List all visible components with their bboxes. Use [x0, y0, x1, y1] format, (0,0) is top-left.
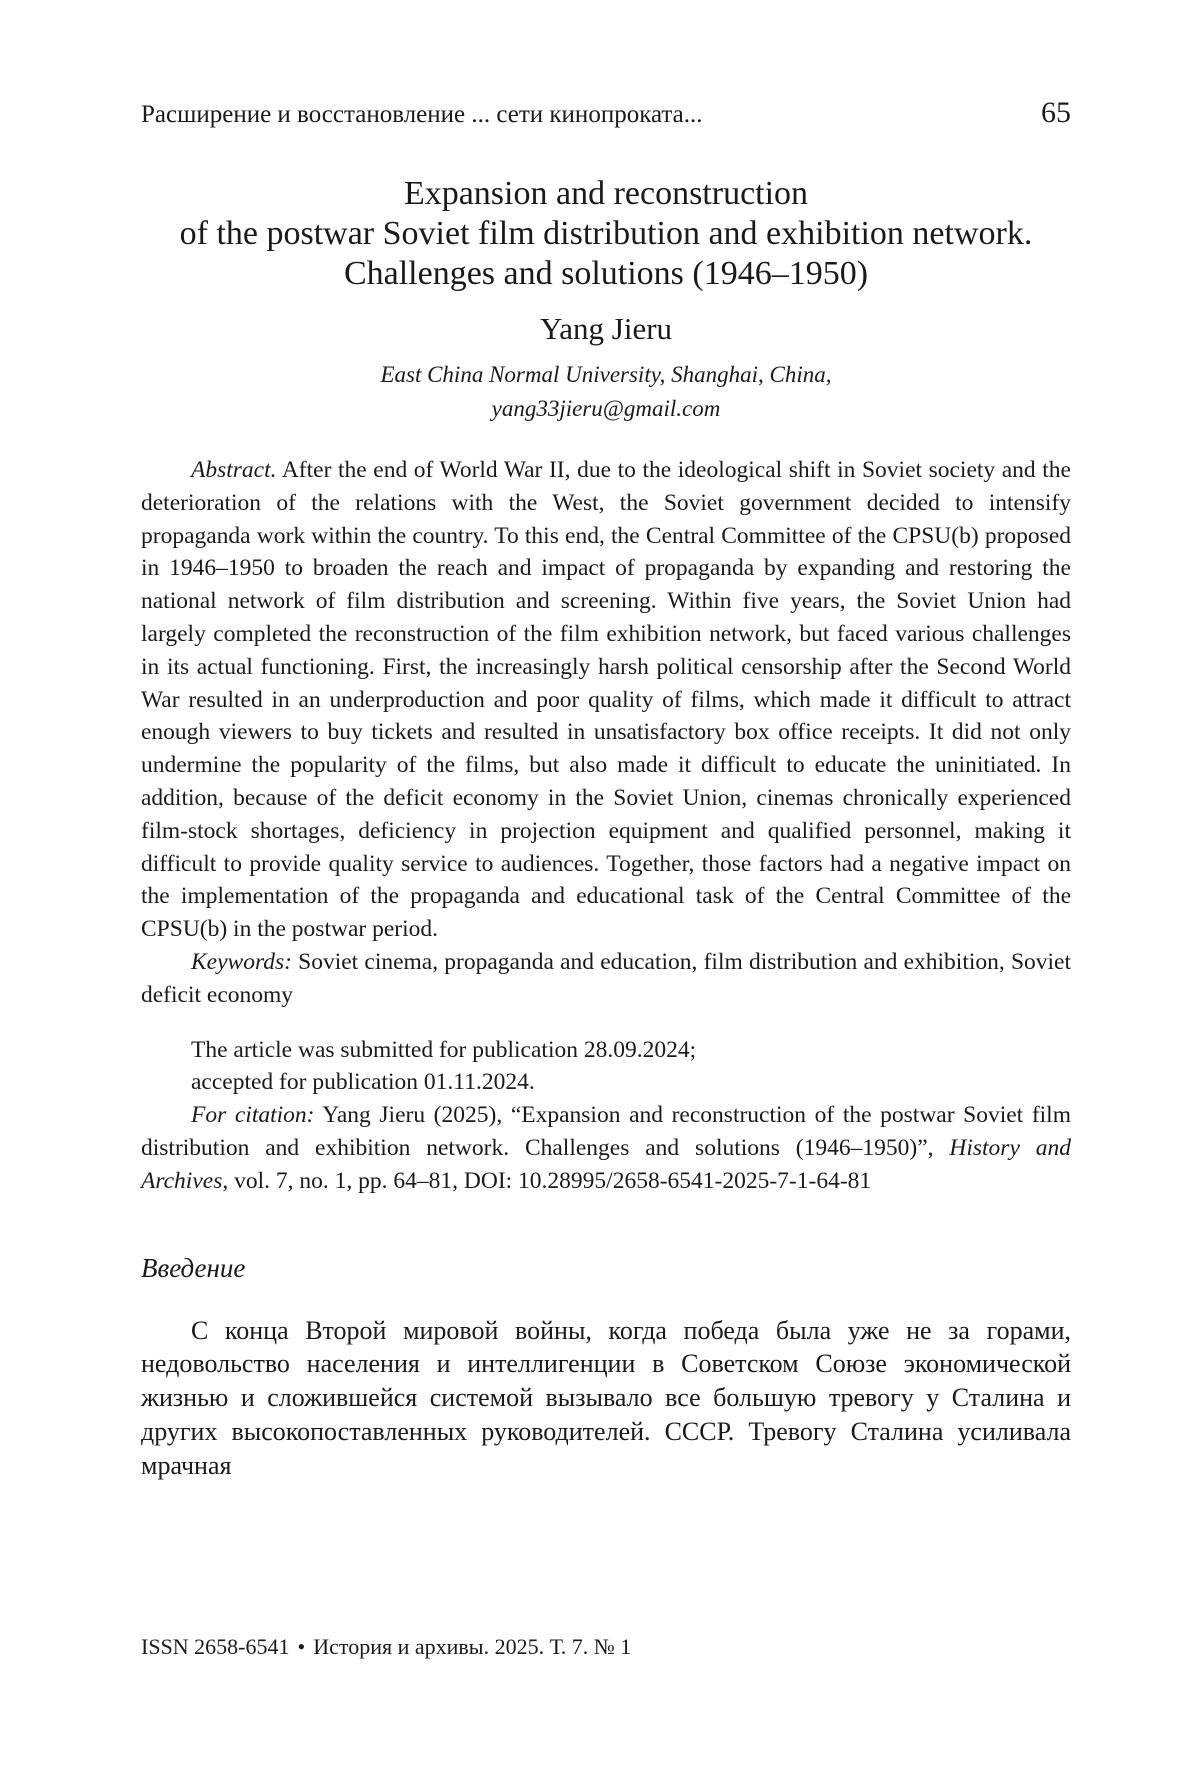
affiliation-institution: East China Normal University, Shanghai, China,	[380, 362, 832, 387]
body-paragraph: С конца Второй мировой войны, когда победа была уже не за горами, недовольство населения и интеллигенции в Советском Союзе экономической жизнью и сложившейся системой вызывало все большую тревогу у Сталина и других высокопоставленных руководителей. СССР. Тревогу Сталина усиливала мрачная	[141, 1315, 1071, 1480]
abstract-text: After the end of World War II, due to the ideological shift in Soviet society and the deterioration of the relations with the West, the Soviet government decided to intensify propaganda work within the country. To this end, the Central Committee of the CPSU(b) proposed in 1946–1950 to broaden the reach and impact of propaganda by expanding and restoring the national network of film distribution and screening. Within five years, the Soviet Union had largely completed the reconstruction of the film exhibition network, but faced various challenges in its actual functioning. First, the increasingly harsh political censorship after the Second World War resulted in an underproduction and poor quality of films, which made it difficult to attract enough viewers to buy tickets and resulted in unsatisfactory box office receipts. It did not only undermine the popularity of the films, but also made it difficult to educate the uninitiated. In addition, because of the deficit economy in the Soviet Union, cinemas chronically experienced film-stock shortages, deficiency in projection equipment and qualified personnel, making it difficult to provide quality service to audiences. Together, those factors had a negative impact on the implementation of the propaganda and educational task of the Central Committee of the CPSU(b) in the postwar period.	[141, 457, 1071, 943]
author-name: Yang Jieru	[539, 311, 673, 346]
publication-dates	[141, 1034, 1071, 1100]
author-email: yang33jieru@gmail.com	[491, 396, 721, 421]
page-number: 65	[1041, 96, 1071, 129]
page	[141, 96, 1071, 1483]
citation-text-after: , vol. 7, no. 1, pp. 64–81, DOI: 10.28995/2658-6541-2025-7-1-64-81	[222, 1167, 872, 1194]
section-heading: Введение	[141, 1252, 246, 1283]
abstract	[141, 454, 1071, 946]
keywords-label: Keywords:	[191, 948, 292, 975]
footer-issn: ISSN 2658-6541	[141, 1634, 290, 1659]
footer-separator: •	[297, 1634, 306, 1659]
title-line-2: of the postwar Soviet film distribution and exhibition network.	[179, 215, 1033, 252]
title-line-1: Expansion and reconstruction	[403, 175, 809, 212]
keywords	[141, 946, 1071, 1012]
abstract-label: Abstract.	[191, 457, 277, 483]
running-header	[141, 96, 1071, 136]
citation	[141, 1099, 1071, 1197]
citation-label: For citation:	[191, 1102, 315, 1129]
title-line-3: Challenges and solutions (1946–1950)	[343, 255, 869, 292]
citation-journal: History and Archives	[141, 1134, 1071, 1194]
running-title: Расширение и восстановление ... сети кинопроката...	[141, 101, 703, 128]
page-footer	[141, 1634, 631, 1660]
author-affiliation	[141, 358, 1071, 426]
citation-text-before: Yang Jieru (2025), “Expansion and reconstruction of the postwar Soviet film distribution and exhibition network. Challenges and solutions (1946–1950)”,	[141, 1102, 1071, 1161]
keywords-text: Soviet cinema, propaganda and education, film distribution and exhibition, Soviet deficit economy	[141, 948, 1072, 1008]
footer-journal-issue: История и архивы. 2025. Т. 7. № 1	[313, 1634, 632, 1659]
article-title	[141, 174, 1071, 294]
accepted-date: accepted for publication 01.11.2024.	[191, 1069, 535, 1096]
submitted-date: The article was submitted for publication 28.09.2024;	[191, 1036, 697, 1063]
